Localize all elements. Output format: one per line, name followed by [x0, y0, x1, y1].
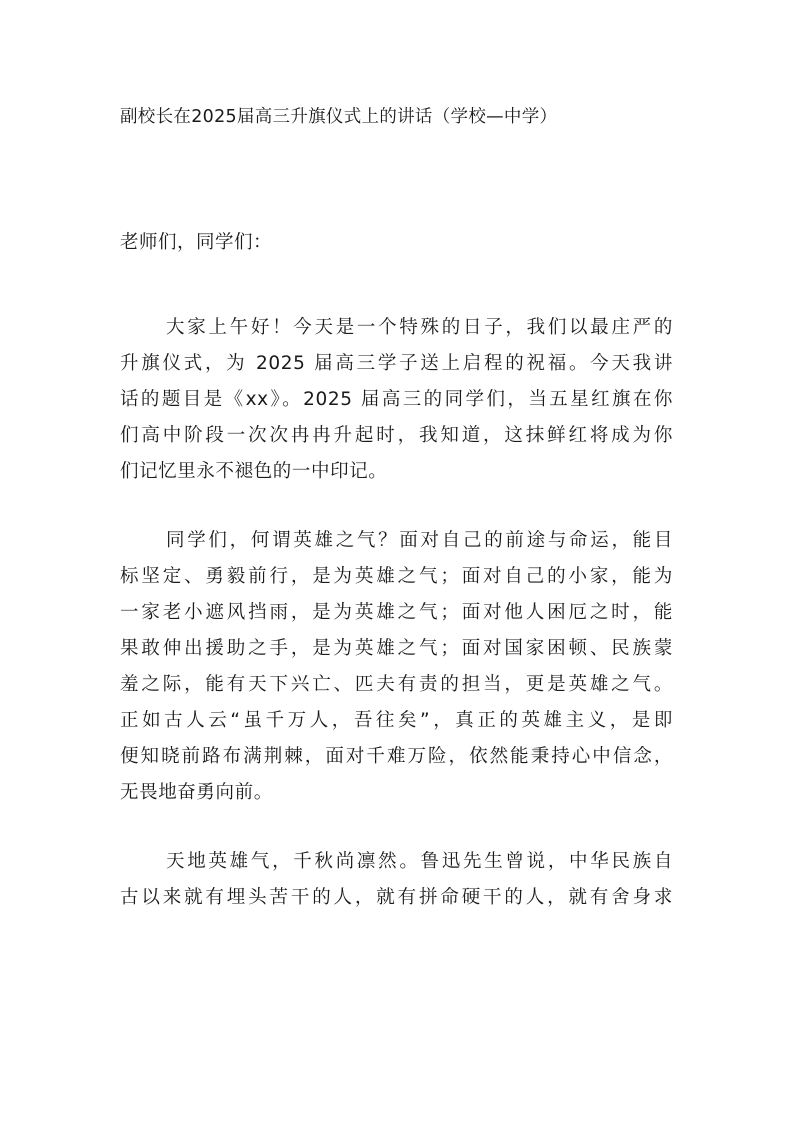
document-body: [120, 310, 673, 949]
text-line: 羞之际，能有天下兴亡、匹夫有责的担当，更是英雄之气。: [120, 674, 673, 695]
text-line: 同学们，何谓英雄之气？面对自己的前途与命运，能目: [166, 530, 673, 551]
text-line: 大家上午好！今天是一个特殊的日子，我们以最庄严的: [166, 317, 673, 338]
paragraph: [120, 310, 673, 490]
paragraph: [120, 844, 673, 916]
document-title: 副校长在2025届高三升旗仪式上的讲话（学校—中学）: [120, 107, 558, 127]
paragraph: [120, 523, 673, 811]
text-line: 无畏地奋勇向前。: [120, 782, 273, 803]
text-line: 们记忆里永不褪色的一中印记。: [120, 461, 388, 482]
salutation: 老师们，同学们：: [120, 232, 273, 253]
text-line: 正如古人云“虽千万人，吾往矣”，真正的英雄主义，是即: [120, 710, 673, 731]
text-line: 标坚定、勇毅前行，是为英雄之气；面对自己的小家，能为: [120, 566, 673, 587]
text-line: 便知晓前路布满荆棘，面对千难万险，依然能秉持心中信念，: [120, 746, 673, 767]
text-line: 升旗仪式，为 2025 届高三学子送上启程的祝福。今天我讲: [120, 353, 673, 374]
text-line: 果敢伸出援助之手，是为英雄之气；面对国家困顿、民族蒙: [120, 638, 673, 659]
text-line: 们高中阶段一次次冉冉升起时，我知道，这抹鲜红将成为你: [120, 425, 673, 446]
text-line: 古以来就有埋头苦干的人，就有拼命硬干的人，就有舍身求: [120, 887, 673, 908]
text-line: 一家老小遮风挡雨，是为英雄之气；面对他人困厄之时，能: [120, 602, 673, 623]
text-line: 天地英雄气，千秋尚凛然。鲁迅先生曾说，中华民族自: [166, 851, 673, 872]
text-line: 话的题目是《xx》。2025 届高三的同学们，当五星红旗在你: [120, 389, 673, 410]
